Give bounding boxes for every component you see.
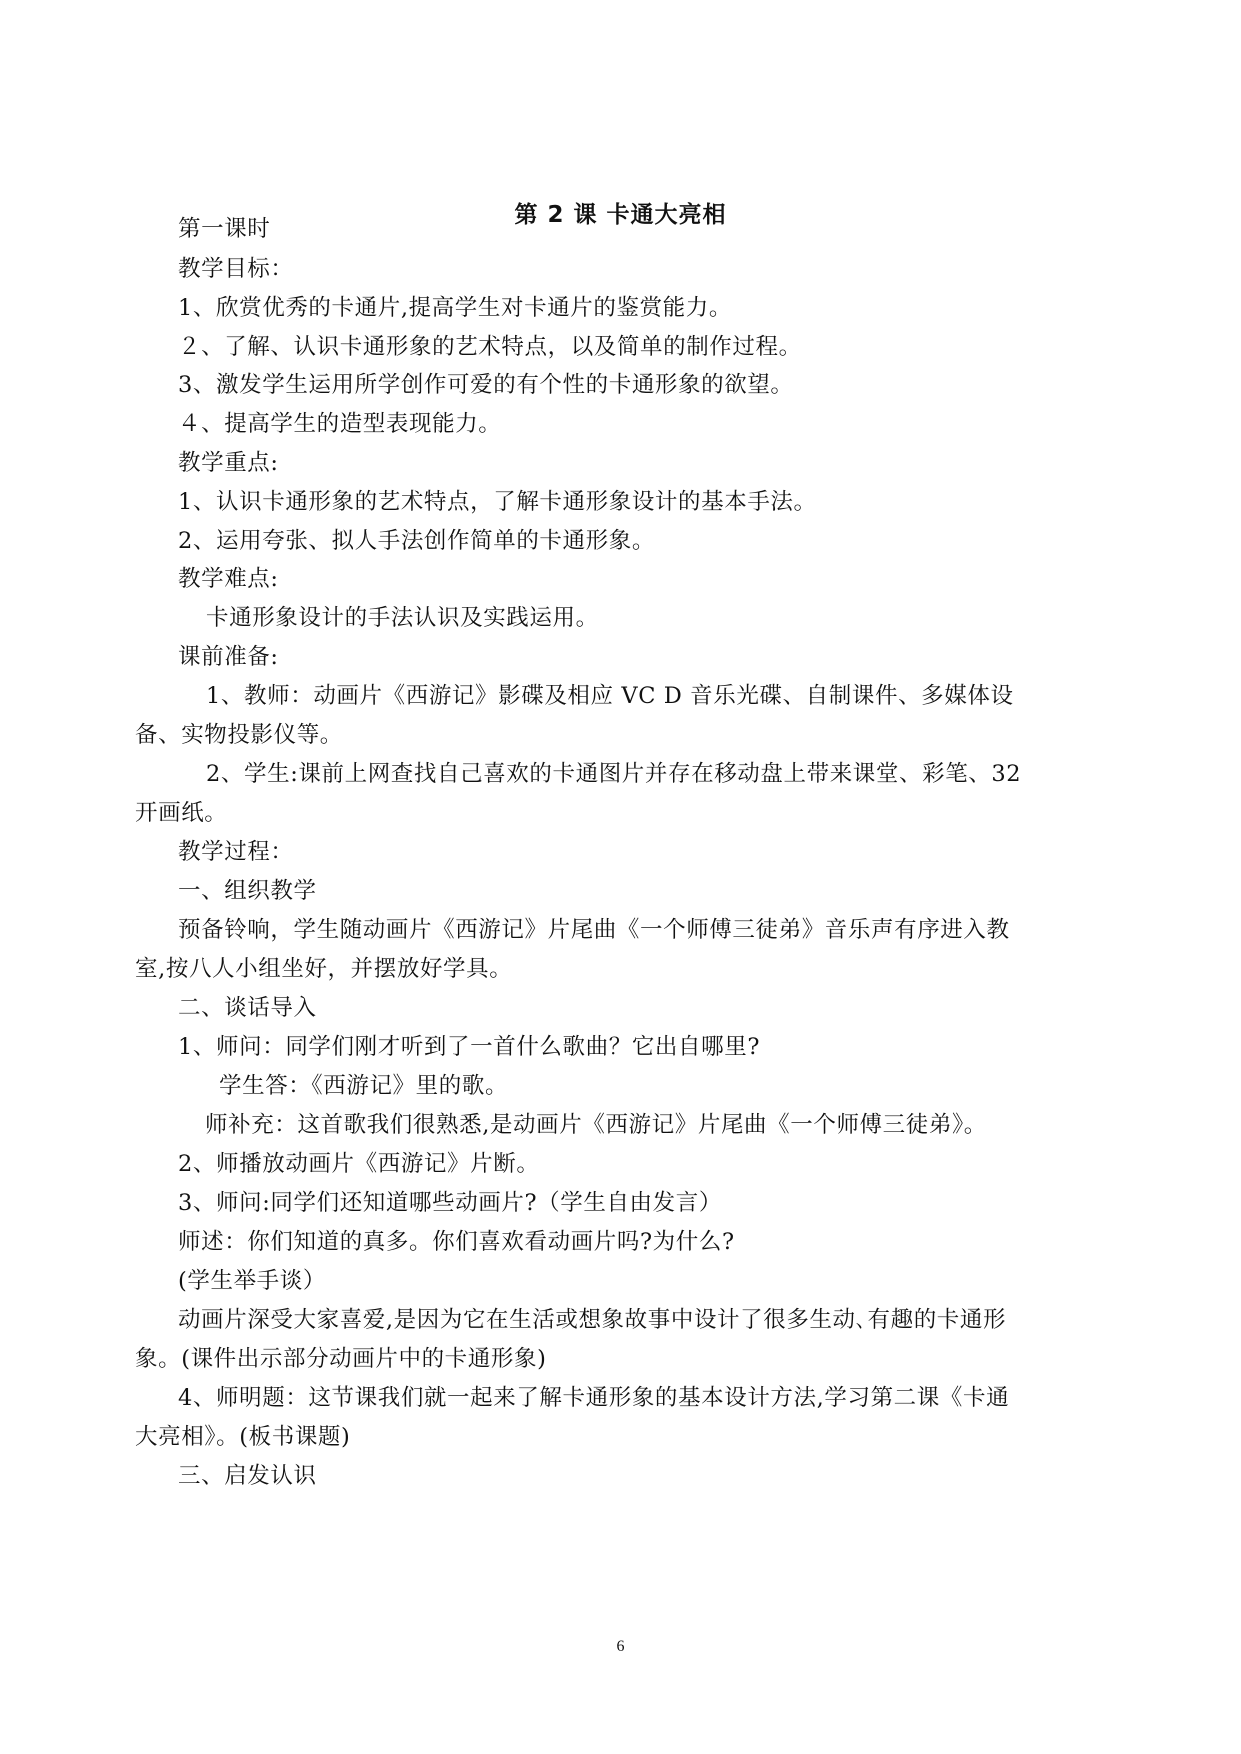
text-line-objective-3: 3、激发学生运用所学创作可爱的有个性的卡通形象的欲望。 (178, 372, 794, 398)
text-line-preparation-teacher: 1、教师：动画片《西游记》影碟及相应 VC D 音乐光碟、自制课件、多媒体设 (206, 683, 1014, 709)
text-line-key-point-2: 2、运用夸张、拟人手法创作简单的卡通形象。 (178, 528, 655, 554)
text-line-objective-2: ２、了解、认识卡通形象的艺术特点，以及简单的制作过程。 (178, 334, 802, 360)
text-line-difficulties-heading: 教学难点: (178, 566, 279, 592)
text-line-objective-1: 1、欣赏优秀的卡通片,提高学生对卡通片的鉴赏能力。 (178, 295, 732, 321)
page-number: 6 (616, 1638, 625, 1655)
text-line-teacher-question-1: 1、师问：同学们刚才听到了一首什么歌曲？它出自哪里? (178, 1034, 760, 1060)
text-line-preparation-heading: 课前准备: (178, 644, 279, 670)
text-line-teacher-remark: 师述：你们知道的真多。你们喜欢看动画片吗?为什么? (178, 1229, 735, 1255)
text-line-students-raise-hands: (学生举手谈） (178, 1268, 326, 1294)
text-line-teacher-plays-clip: 2、师播放动画片《西游记》片断。 (178, 1151, 540, 1177)
text-line-teacher-topic: 4、师明题：这节课我们就一起来了解卡通形象的基本设计方法,学习第二课《卡通 (178, 1385, 1010, 1411)
text-line-preparation-student-cont: 开画纸。 (135, 800, 228, 826)
text-line-objectives-heading: 教学目标： (178, 256, 294, 282)
text-line-section-2-heading: 二、谈话导入 (178, 995, 317, 1021)
text-line-section-1-body: 预备铃响，学生随动画片《西游记》片尾曲《一个师傅三徒弟》音乐声有序进入教 (178, 917, 1010, 943)
text-line-teacher-topic-cont: 大亮相》。(板书课题) (135, 1424, 351, 1450)
text-line-section-1-body-cont: 室,按八人小组坐好，并摆放好学具。 (135, 956, 513, 982)
text-line-teacher-question-3: 3、师问:同学们还知道哪些动画片?（学生自由发言） (178, 1190, 722, 1216)
text-line-difficulty-1: 卡通形象设计的手法认识及实践运用。 (206, 605, 599, 631)
text-line-section-1-heading: 一、组织教学 (178, 878, 317, 904)
text-line-key-points-heading: 教学重点: (178, 450, 279, 476)
text-line-key-point-1: 1、认识卡通形象的艺术特点，了解卡通形象设计的基本手法。 (178, 489, 817, 515)
text-line-cartoon-explanation-cont: 象。(课件出示部分动画片中的卡通形象) (135, 1346, 547, 1372)
text-line-section-3-heading: 三、启发认识 (178, 1463, 317, 1489)
lesson-title: 第 2 课 卡通大亮相 (514, 202, 727, 228)
text-line-teacher-supplement: 师补充：这首歌我们很熟悉,是动画片《西游记》片尾曲《一个师傅三徒弟》。 (205, 1112, 987, 1138)
text-line-objective-4: ４、提高学生的造型表现能力。 (178, 411, 502, 437)
text-line-session: 第一课时 (178, 216, 271, 242)
text-line-preparation-student: 2、学生:课前上网查找自己喜欢的卡通图片并存在移动盘上带来课堂、彩笔、32 (206, 761, 1022, 787)
text-line-process-heading: 教学过程： (178, 839, 294, 865)
text-line-student-answer: 学生答：《西游记》里的歌。 (219, 1073, 509, 1099)
text-line-cartoon-explanation: 动画片深受大家喜爱,是因为它在生活或想象故事中设计了很多生动､有趣的卡通形 (178, 1307, 1007, 1333)
text-line-preparation-teacher-cont: 备、实物投影仪等。 (135, 722, 343, 748)
